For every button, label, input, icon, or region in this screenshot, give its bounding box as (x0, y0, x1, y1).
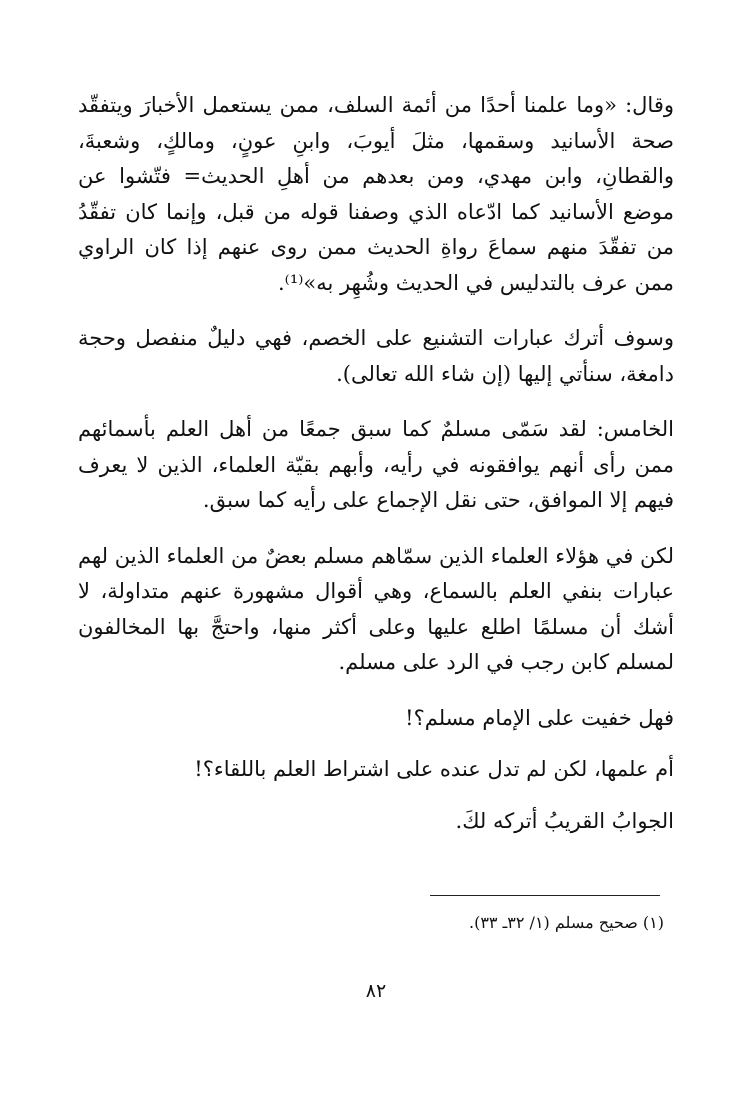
page-number: ٨٢ (365, 980, 387, 1002)
main-text (78, 88, 674, 855)
footnote: (١) صحيح مسلم (١/ ٣٢ـ ٣٣). (468, 913, 664, 932)
paragraph-however: لكن في هؤلاء العلماء الذين سمّاهم مسلم بعضٌ من العلماء الذين لهم عبارات بنفي العلم بالسماع، وهي أقوال مشهورة عنهم متداولة، لا أشك أن مسلمًا اطلع عليها وعلى أكثر منها، واحتجَّ بها المخالفون لمسلم كابن رجب في الرد على مسلم. (78, 543, 674, 674)
paragraph-quote: وقال: «وما علمنا أحدًا من أئمة السلف، ممن يستعمل الأخبارَ ويتفقّد صحة الأسانيد وسقمها، مثلَ أيوبَ، وابنِ عونٍ، ومالكٍ، وشعبةَ، والقطانِ، وابن مهدي، ومن بعدهم من أهلِ الحديث= فتّشوا عن موضع الأسانيد كما ادّعاه الذي وصفنا قوله من قبل، وإنما كان تفقّدُ من تفقّدَ منهم سماعَ رواةِ الحديث ممن روى عنهم إذا كان الراوي ممن عرف بالتدليس في الحديث وشُهِر به»⁽¹⁾. (78, 93, 674, 295)
paragraph-fifth: الخامس: لقد سَمّى مسلمٌ كما سبق جمعًا من أهل العلم بأسمائهم ممن رأى أنهم يوافقونه في رأيه، وأبهم بقيّة العلماء، الذين لا يعرف فيهم إلا الموافق، حتى نقل الإجماع على رأيه كما سبق. (78, 417, 674, 512)
paragraph-question-2: أم علمها، لكن لم تدل عنده على اشتراط العلم باللقاء؟! (194, 757, 674, 781)
paragraph-question-1: فهل خفيت على الإمام مسلم؟! (405, 705, 674, 730)
paragraph-tashnee: وسوف أترك عبارات التشنيع على الخصم، فهي دليلٌ منفصل وحجة دامغة، سنأتي إليها (إن شاء الله تعالى). (78, 326, 674, 386)
paragraph-answer: الجوابُ القريبُ أتركه لكَ. (455, 808, 674, 833)
footnote-divider (430, 895, 660, 896)
